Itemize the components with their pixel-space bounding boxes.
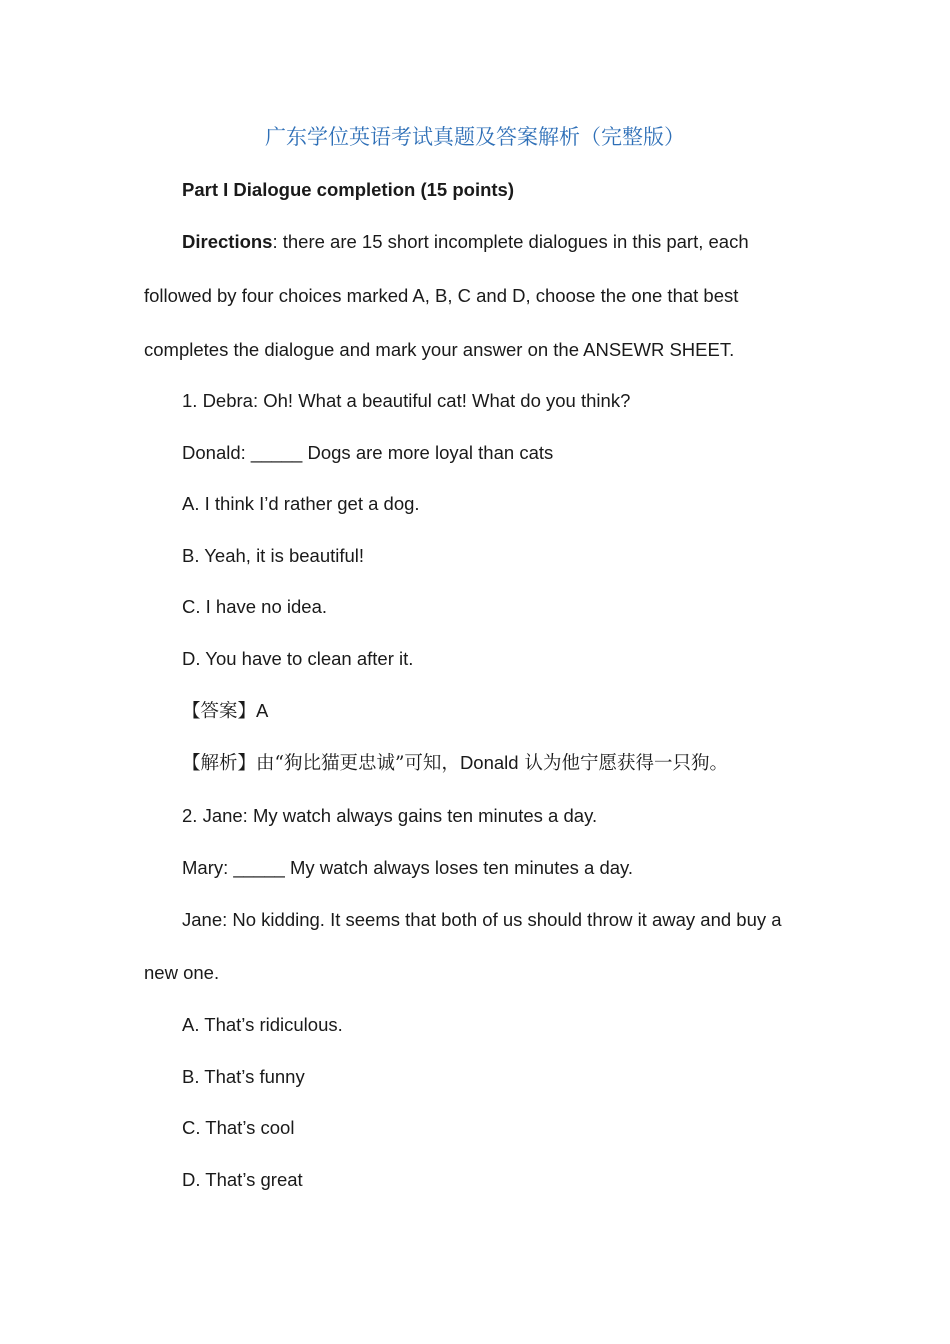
answer-label: 【答案】 [182,701,257,722]
part-heading: Part I Dialogue completion (15 points) [182,179,515,200]
directions-label: Directions [182,231,273,252]
directions-line-2: followed by four choices marked A, B, C and D, choose the one that best [144,285,739,306]
question-2-option-d: D. That’s great [182,1169,303,1190]
directions-line-1 [182,229,749,255]
question-2-prompt: 2. Jane: My watch always gains ten minutes a day. [182,805,598,826]
explanation-text-2: 认为他宁愿获得一只狗。 [518,753,728,774]
question-2-option-c: C. That’s cool [182,1117,295,1138]
question-1-answer [182,698,268,725]
question-1-option-c: C. I have no idea. [182,596,328,617]
question-1-option-a: A. I think I’d rather get a dog. [182,493,420,514]
question-2-followup-1: Jane: No kidding. It seems that both of us should throw it away and buy a [182,909,782,930]
answer-value: A [256,700,269,721]
directions-text: : there are 15 short incomplete dialogues in this part, each [272,231,749,252]
explanation-label: 【解析】 [182,753,257,774]
question-1-prompt: 1. Debra: Oh! What a beautiful cat! What do you think? [182,390,631,411]
explanation-text-1: 由“狗比猫更忠诚”可知， [256,753,460,774]
question-1-explanation [182,750,728,777]
question-1-reply: Donald: _____ Dogs are more loyal than cats [182,442,554,463]
question-2-followup-2: new one. [144,962,220,983]
document-title: 广东学位英语考试真题及答案解析（完整版） [265,125,685,149]
question-2-option-b: B. That’s funny [182,1066,305,1087]
explanation-name: Donald [459,752,519,773]
question-2-reply: Mary: _____ My watch always loses ten minutes a day. [182,857,634,878]
question-1-option-d: D. You have to clean after it. [182,648,414,669]
question-1-option-b: B. Yeah, it is beautiful! [182,545,365,566]
directions-line-3: completes the dialogue and mark your answer on the ANSEWR SHEET. [144,339,735,360]
question-2-option-a: A. That’s ridiculous. [182,1014,343,1035]
